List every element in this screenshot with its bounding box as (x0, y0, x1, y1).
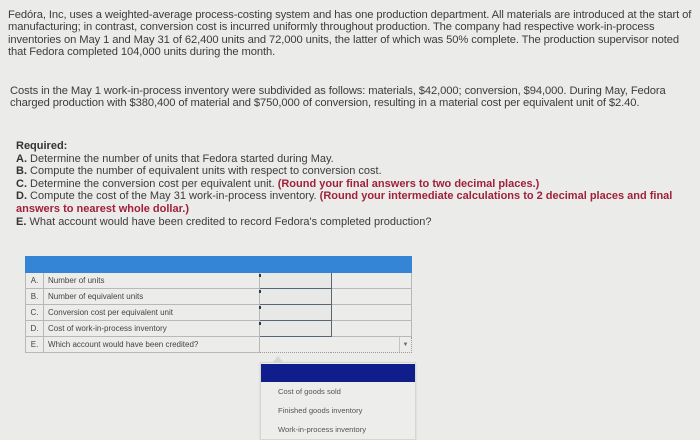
answer-table (25, 256, 412, 353)
required-item-text: Compute the cost of the May 31 work-in-process inventory. (27, 190, 320, 203)
table-row (26, 273, 412, 289)
required-item-text: Determine the conversion cost per equivalent unit. (27, 177, 278, 190)
required-item-note: (Round your final answers to two decimal places.) (277, 177, 540, 190)
empty-cell (331, 321, 411, 337)
required-item-note: (Round your intermediate calculations to 2 decimal places and final answers to nearest whole dollar.) (16, 190, 673, 215)
dropdown-option-cost-of-goods-sold[interactable]: Cost of goods sold (278, 387, 341, 396)
answer-input-cell[interactable] (259, 305, 331, 321)
required-item-letter: A. (16, 152, 27, 165)
required-item-letter: E. (16, 215, 27, 228)
empty-cell (331, 289, 411, 305)
required-section (16, 140, 696, 228)
chevron-down-icon[interactable]: ▼ (399, 337, 411, 352)
required-item-c (16, 178, 696, 191)
row-label: Cost of work-in-process inventory (44, 321, 260, 337)
empty-cell (331, 273, 411, 289)
required-item-letter: C. (16, 177, 27, 190)
table-row (26, 321, 412, 337)
required-item-e (16, 216, 696, 229)
required-item-text: Compute the number of equivalent units with respect to conversion cost. (27, 165, 382, 178)
table-row (26, 337, 412, 353)
required-item-b (16, 165, 696, 178)
table-row (26, 305, 412, 321)
problem-paragraph-1: Fedóra, Inc, uses a weighted-average process-costing system and has one production department. All materials are introduced at the start of manufacturing; in contrast, conversion cost is incurred uniformly throughout production. The company had respective work-in-process inventories on May 1 and May 31 of 62,400 units and 72,000 units, the latter of which was 50% complete. The production supervisor noted that Fedora completed 104,000 units during the month. (8, 9, 692, 59)
account-dropdown-list (260, 362, 416, 440)
dropdown-highlighted-option[interactable] (261, 364, 415, 382)
row-letter: E. (26, 337, 44, 353)
row-letter: A. (26, 273, 44, 289)
account-select[interactable] (259, 337, 411, 353)
dropdown-option-work-in-process-inventory[interactable]: Work-in-process inventory (278, 425, 367, 434)
row-label: Which account would have been credited? (44, 337, 260, 353)
required-item-letter: D. (16, 190, 27, 203)
equivalent-units-input[interactable] (260, 289, 331, 304)
header-bar (26, 257, 412, 273)
row-letter: C. (26, 305, 44, 321)
required-item-d (16, 190, 696, 215)
row-letter: B. (26, 289, 44, 305)
row-label: Conversion cost per equivalent unit (44, 305, 260, 321)
answer-table-header (26, 257, 412, 273)
table-row (26, 289, 412, 305)
required-item-a (16, 153, 696, 166)
row-label: Number of units (44, 273, 260, 289)
empty-cell (331, 305, 411, 321)
answer-input-cell[interactable] (259, 273, 331, 289)
required-item-letter: B. (16, 165, 27, 178)
problem-paragraph-2: Costs in the May 1 work-in-process inventory were subdivided as follows: materials, $42,000; conversion, $94,000. During May, Fedora charged production with $380,400 of material and $750,000 of conversion, resulting in a material cost per equivalent unit of $2.40. (10, 85, 666, 110)
required-heading: Required: (16, 140, 68, 152)
wip-cost-input[interactable] (260, 321, 331, 336)
row-label: Number of equivalent units (44, 289, 260, 305)
conversion-cost-input[interactable] (260, 305, 331, 320)
required-item-text: What account would have been credited to record Fedora's completed production? (26, 215, 432, 228)
dropdown-option-finished-goods-inventory[interactable]: Finished goods inventory (278, 406, 363, 415)
row-letter: D. (26, 321, 44, 337)
required-item-text: Determine the number of units that Fedora started during May. (27, 152, 334, 165)
units-started-input[interactable] (260, 273, 331, 288)
answer-input-cell[interactable] (259, 321, 331, 337)
answer-input-cell[interactable] (259, 289, 331, 305)
